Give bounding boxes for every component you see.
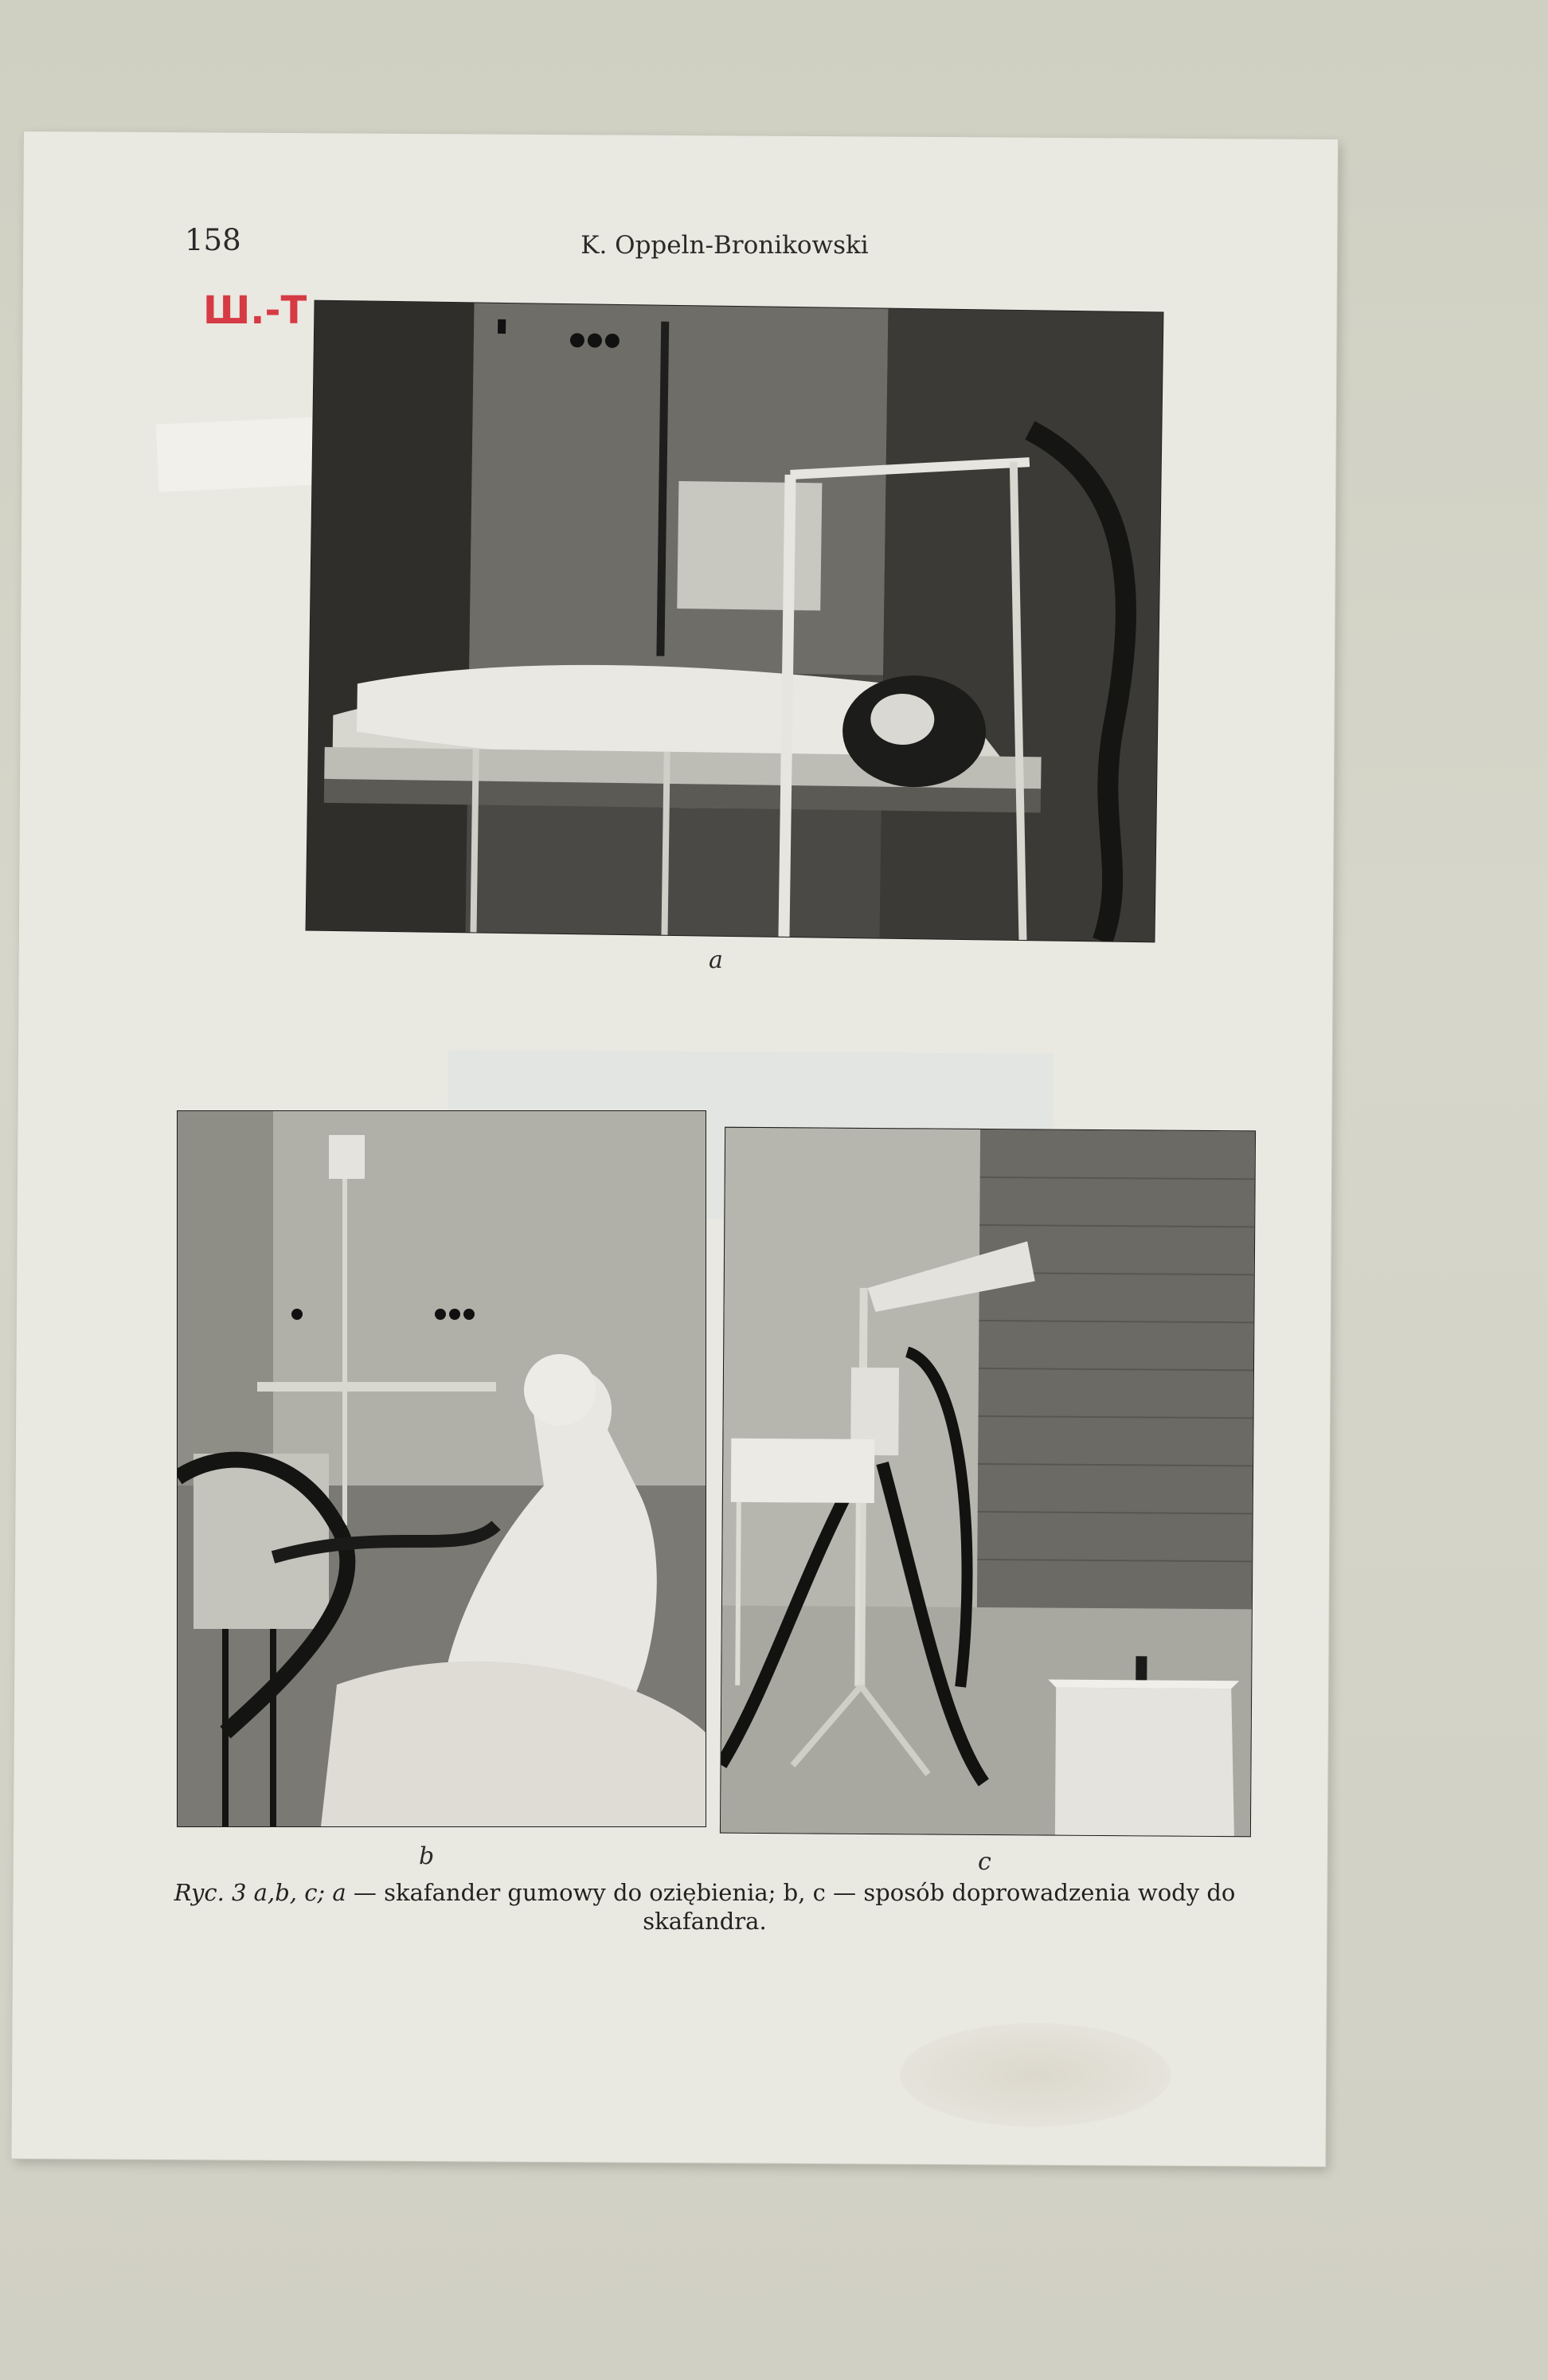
figure-b-photo [178, 1111, 706, 1826]
figure-c-photo [721, 1128, 1255, 1837]
red-handwritten-mark: Ш.-Т [203, 288, 307, 333]
paper-stain [900, 2023, 1171, 2127]
figure-b-label: b [419, 1842, 435, 1870]
figure-b-illustration [178, 1111, 706, 1826]
caption-text: — skafander gumowy do oziębienia; b, c — sposób doprowadzenia wody do skafandra. [346, 1879, 1236, 1936]
page-number: 158 [185, 223, 241, 257]
caption-lead: Ryc. 3 a,b, c; a [174, 1879, 346, 1906]
figure-c-illustration [721, 1128, 1255, 1837]
running-head: K. Oppeln-Bronikowski [580, 231, 869, 260]
figure-a-label: a [709, 946, 723, 974]
figure-c-label: c [978, 1848, 991, 1876]
figure-caption [167, 1878, 1242, 1936]
figure-a-illustration [307, 301, 1163, 942]
figure-a-photo [307, 301, 1163, 942]
